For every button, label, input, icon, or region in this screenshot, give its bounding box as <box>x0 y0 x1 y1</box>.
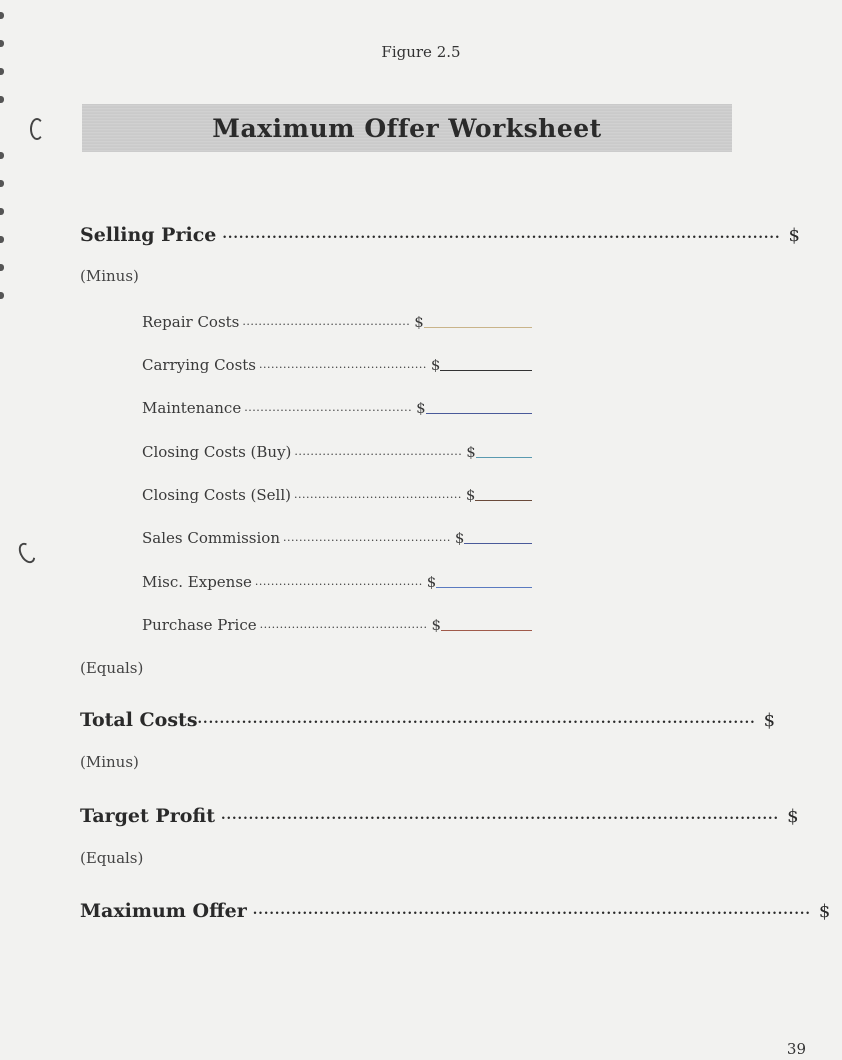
leader-dots: .......................................... <box>244 401 413 414</box>
leader-dots: .......................................... <box>242 315 411 328</box>
closing-costs-buy-label: Closing Costs (Buy) <box>142 443 292 461</box>
binder-mark <box>0 152 4 159</box>
closing-costs-buy-row <box>142 441 532 461</box>
total-costs-label: Total Costs <box>80 709 198 731</box>
purchase-price-field[interactable] <box>441 630 532 631</box>
closing-costs-sell-field[interactable] <box>475 500 532 501</box>
binder-mark <box>0 236 4 243</box>
maximum-offer-row <box>80 896 831 922</box>
carrying-costs-row <box>142 354 532 374</box>
selling-price-row <box>80 220 800 246</box>
closing-costs-sell-label: Closing Costs (Sell) <box>142 486 291 504</box>
carrying-costs-field[interactable] <box>440 370 532 371</box>
punch-hole <box>15 540 38 566</box>
closing-costs-buy-field[interactable] <box>476 457 532 458</box>
leader-dots: ..................................................................................................... <box>252 903 811 918</box>
repair-costs-label: Repair Costs <box>142 313 240 331</box>
binder-mark <box>0 208 4 215</box>
leader-dots: .......................................... <box>283 531 451 544</box>
sales-commission-field[interactable] <box>464 543 532 544</box>
selling-price-label: Selling Price <box>80 224 217 246</box>
misc-expense-field[interactable] <box>436 587 532 588</box>
misc-expense-label: Misc. Expense <box>142 573 252 591</box>
target-profit-row <box>80 801 799 827</box>
leader-dots: ..................................................................................................... <box>222 227 781 242</box>
currency-sign: $ <box>787 806 799 827</box>
currency-sign: $ <box>465 486 476 504</box>
leader-dots: .......................................... <box>259 618 428 631</box>
closing-costs-sell-row <box>142 484 532 504</box>
binder-mark <box>0 180 4 187</box>
leader-dots: ..................................................................................................... <box>197 712 756 727</box>
minus-label: (Minus) <box>80 267 139 285</box>
maintenance-label: Maintenance <box>142 399 242 417</box>
worksheet-title: Maximum Offer Worksheet <box>212 113 602 143</box>
sales-commission-label: Sales Commission <box>142 529 280 547</box>
target-profit-label: Target Profit <box>80 805 215 827</box>
leader-dots: .......................................... <box>254 575 423 588</box>
binder-mark <box>0 264 4 271</box>
figure-label: Figure 2.5 <box>381 43 461 61</box>
currency-sign: $ <box>818 901 831 922</box>
equals-label: (Equals) <box>80 849 144 867</box>
binder-mark <box>0 68 4 75</box>
currency-sign: $ <box>426 573 437 591</box>
leader-dots: ..................................................................................................... <box>220 808 780 823</box>
leader-dots: .......................................... <box>294 445 463 458</box>
maintenance-field[interactable] <box>426 413 532 414</box>
currency-sign: $ <box>454 529 465 547</box>
punch-hole <box>30 118 44 140</box>
currency-sign: $ <box>466 443 476 461</box>
title-banner <box>82 104 732 152</box>
carrying-costs-label: Carrying Costs <box>142 356 256 374</box>
leader-dots: .......................................... <box>259 358 427 371</box>
purchase-price-label: Purchase Price <box>142 616 257 634</box>
equals-label: (Equals) <box>80 659 144 677</box>
currency-sign: $ <box>763 710 776 731</box>
total-costs-row <box>80 705 776 731</box>
misc-expense-row <box>142 571 532 591</box>
binder-mark <box>0 292 4 299</box>
currency-sign: $ <box>431 616 442 634</box>
binder-mark <box>0 96 4 103</box>
currency-sign: $ <box>414 313 424 331</box>
maintenance-row <box>142 397 532 417</box>
repair-costs-field[interactable] <box>424 327 532 328</box>
leader-dots: .......................................... <box>293 488 462 501</box>
repair-costs-row <box>142 311 532 331</box>
minus-label: (Minus) <box>80 753 139 771</box>
binder-mark <box>0 12 4 19</box>
maximum-offer-label: Maximum Offer <box>80 900 247 922</box>
currency-sign: $ <box>416 399 426 417</box>
currency-sign: $ <box>788 225 800 246</box>
currency-sign: $ <box>430 356 441 374</box>
sales-commission-row <box>142 527 532 547</box>
purchase-price-row <box>142 614 532 634</box>
page-number: 39 <box>786 1040 806 1058</box>
